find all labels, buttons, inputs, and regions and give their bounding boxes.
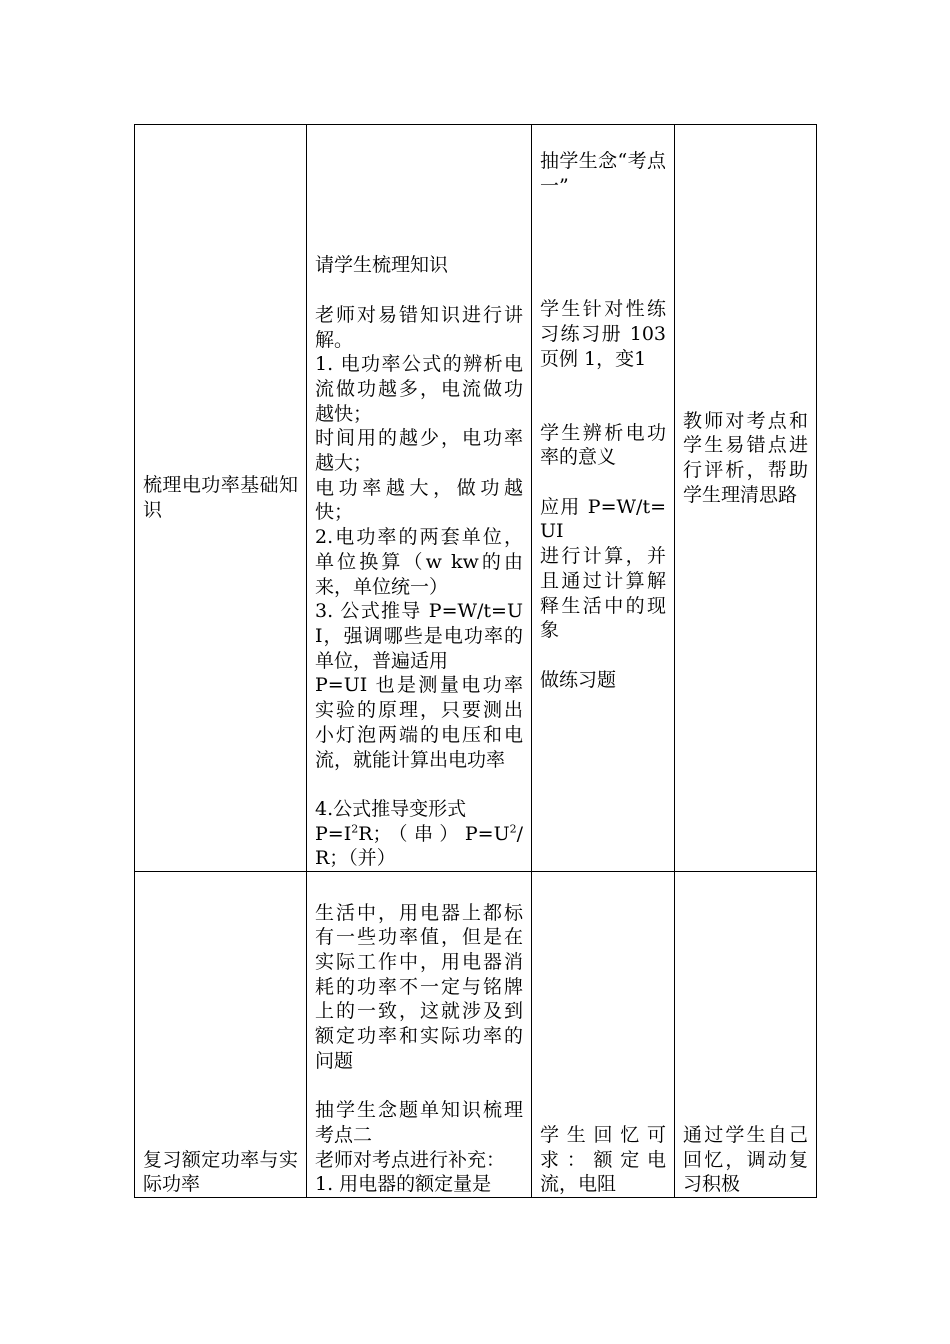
spacer xyxy=(540,223,666,248)
teacher-activity-cell xyxy=(307,872,532,1198)
spacer xyxy=(540,272,666,297)
spacer xyxy=(540,643,666,668)
teacher-line: 4.公式推导变形式 xyxy=(315,797,467,820)
formula-line xyxy=(315,822,523,871)
teacher-line: 时间用的越少，电功率越大； xyxy=(315,427,523,475)
spacer xyxy=(540,248,666,273)
formula-part: P=I xyxy=(315,822,352,845)
teacher-line: 抽学生念题单知识梳理考点二 xyxy=(315,1099,523,1146)
formula-part: /R；（并） xyxy=(315,822,523,870)
formula-exponent: 2 xyxy=(509,822,517,836)
topic-text: 复习额定功率与实际功率 xyxy=(143,1148,298,1196)
spacer xyxy=(540,198,666,223)
teacher-line: 请学生梳理知识 xyxy=(315,254,449,277)
teacher-line: 生活中，用电器上都标有一些功率值，但是在实际工作中，用电器消耗的功率不一定与铭牌上的一致，这就涉及到额定功率和实际功率的问题 xyxy=(315,901,523,1072)
teacher-line: 1. 电功率公式的辨析电流做功越多，电流做功越快； xyxy=(315,353,523,425)
teacher-line: 老师对考点进行补充： xyxy=(315,1148,506,1171)
table-row xyxy=(135,872,817,1198)
design-intent-text: 通过学生自己回忆，调动复习积极 xyxy=(683,1123,808,1196)
spacer xyxy=(540,396,666,421)
formula-part: R；（串）P=U xyxy=(358,822,510,845)
design-intent-cell xyxy=(675,872,817,1198)
teacher-line: 老师对易错知识进行讲解。 xyxy=(315,303,523,351)
topic-cell xyxy=(135,872,307,1198)
spacer xyxy=(540,371,666,396)
lesson-plan-table xyxy=(134,124,817,1198)
teacher-line: 3. 公式推导 P=W/t=UI，强调哪些是电功率的单位，普遍适用 xyxy=(315,600,523,672)
spacer xyxy=(315,1074,523,1099)
student-line: 学生回忆可求：额定电流，电阻 xyxy=(540,1123,666,1196)
student-activity-cell xyxy=(532,125,675,872)
spacer xyxy=(315,772,523,797)
student-activity-cell xyxy=(532,872,675,1198)
teacher-line: 电功率越大，做功越快； xyxy=(315,476,523,524)
teacher-line: P=UI 也是测量电功率实验的原理，只要测出小灯泡两端的电压和电流，就能计算出电功率 xyxy=(315,674,523,771)
student-line: 做练习题 xyxy=(540,668,617,691)
student-line: 学生辨析电功率的意义 xyxy=(540,421,666,469)
student-line: 应用 P=W/t=UI xyxy=(540,495,666,543)
design-intent-text: 教师对考点和学生易错点进行评析，帮助学生理清思路 xyxy=(683,409,808,506)
student-line: 学生针对性练习练习册 103 页例 1，变1 xyxy=(540,298,666,370)
student-line: 抽学生念“考点一” xyxy=(540,150,666,197)
table-row xyxy=(135,125,817,872)
spacer xyxy=(540,470,666,495)
student-line: 进行计算，并且通过计算解释生活中的现象 xyxy=(540,545,666,642)
formula-exponent: 2 xyxy=(351,822,359,836)
topic-text: 梳理电功率基础知识 xyxy=(143,474,298,521)
design-intent-cell xyxy=(675,125,817,872)
spacer xyxy=(315,278,523,303)
teacher-activity-cell xyxy=(307,125,532,872)
teacher-line: 2.电功率的两套单位，单位换算（w kw的由来，单位统一） xyxy=(315,526,523,598)
topic-cell xyxy=(135,125,307,872)
teacher-line: 1. 用电器的额定量是 xyxy=(315,1173,492,1196)
